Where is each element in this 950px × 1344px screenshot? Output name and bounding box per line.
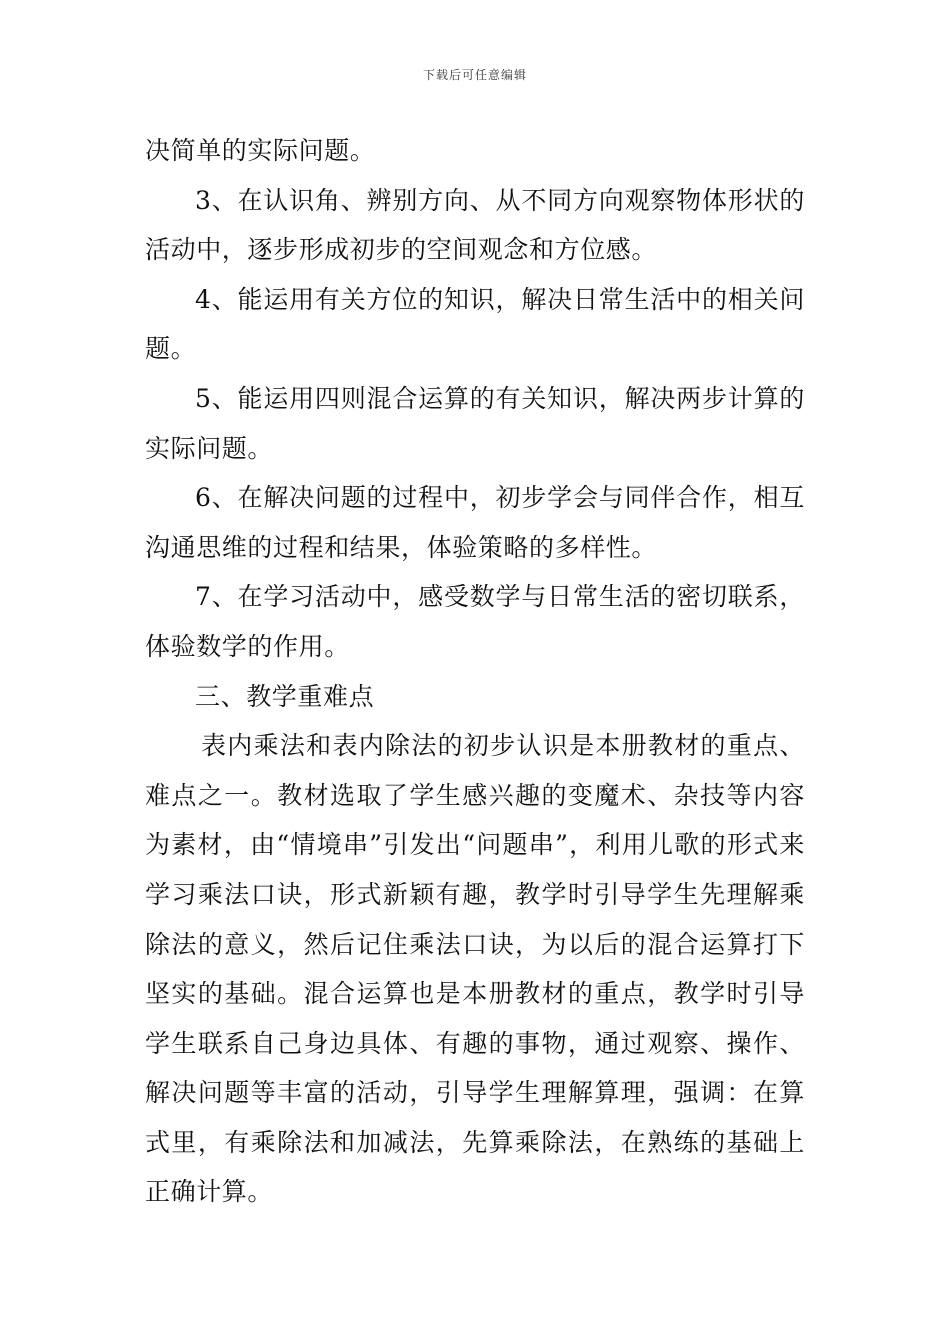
- document-body: [145, 126, 805, 1217]
- paragraph-item-7: 7、在学习活动中，感受数学与日常生活的密切联系，体验数学的作用。: [145, 582, 805, 661]
- page-header: 下载后可任意编辑: [422, 68, 527, 82]
- paragraph-continuation: 决简单的实际问题。: [145, 136, 376, 165]
- paragraph-item-6: 6、在解决问题的过程中，初步学会与同伴合作，相互沟通思维的过程和结果，体验策略的多样性。: [145, 483, 805, 562]
- paragraph-item-4: 4、能运用有关方位的知识，解决日常生活中的相关问题。: [145, 284, 805, 364]
- paragraph-item-3: 3、在认识角、辨别方向、从不同方向观察物体形状的活动中，逐步形成初步的空间观念和方位感。: [145, 185, 805, 265]
- paragraph-key-points: 表内乘法和表内除法的初步认识是本册教材的重点、难点之一。教材选取了学生感兴趣的变魔术、杂技等内容为素材，由“情境串”引发出“问题串”，利用儿歌的形式来学习乘法口诀，形式新颖有趣，教学时引导学生先理解乘除法的意义，然后记住乘法口诀，为以后的混合运算打下坚实的基础。混合运算也是本册教材的重点，教学时引导学生联系自己身边具体、有趣的事物，通过观察、操作、解决问题等丰富的活动，引导学生理解算理，强调：在算式里，有乘除法和加减法，先算乘除法，在熟练的基础上正确计算。: [145, 731, 805, 1207]
- section-heading: 三、教学重难点: [195, 681, 375, 711]
- paragraph-item-5: 5、能运用四则混合运算的有关知识，解决两步计算的实际问题。: [145, 383, 805, 463]
